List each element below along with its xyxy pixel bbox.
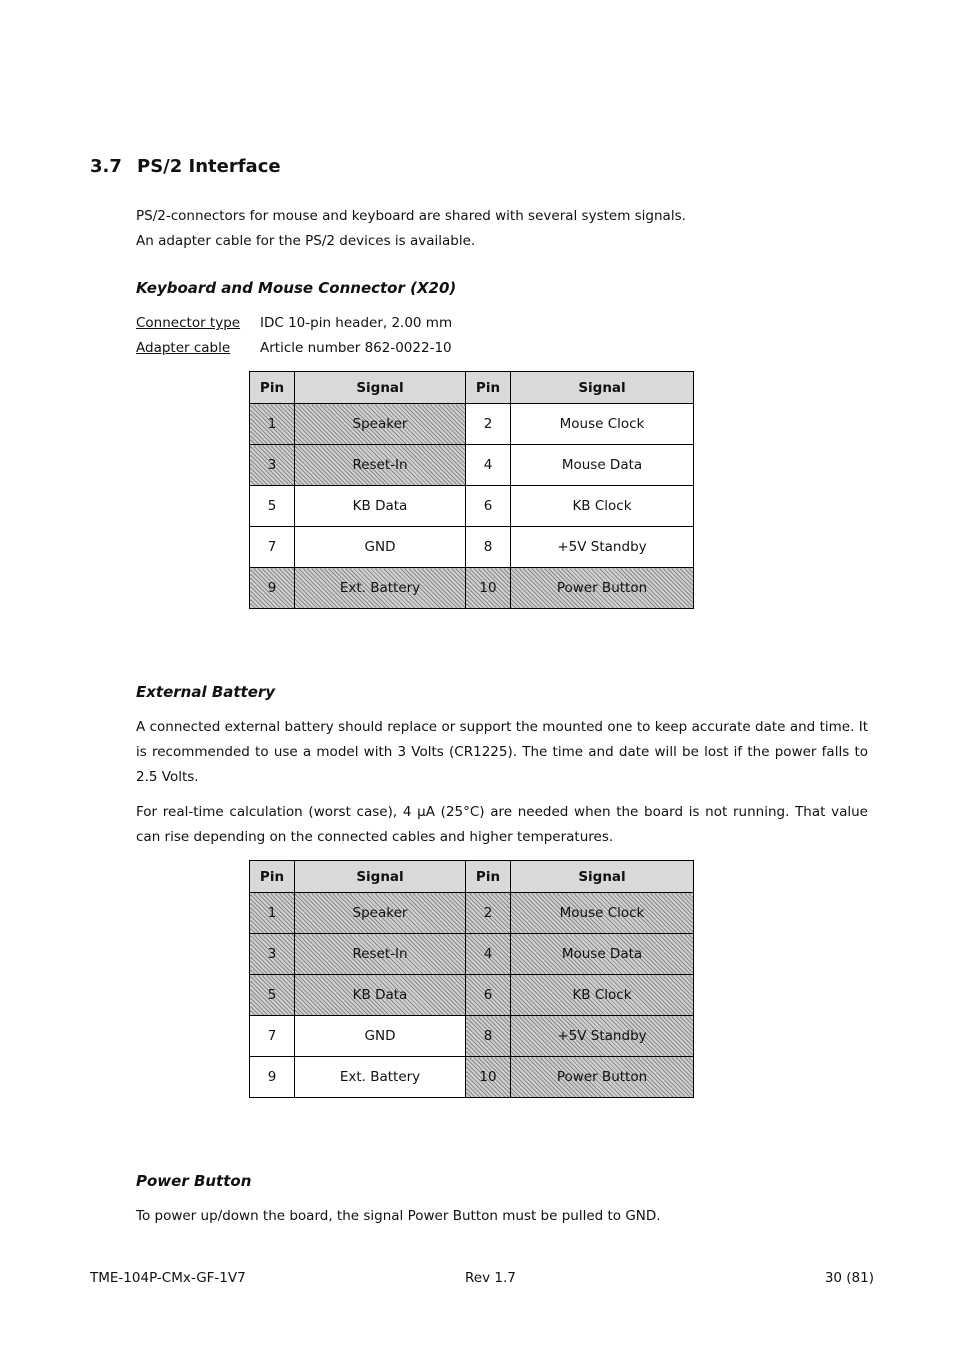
- signal-cell: GND: [295, 527, 466, 568]
- pin-cell: 7: [250, 527, 295, 568]
- pin-cell: 4: [466, 934, 511, 975]
- signal-cell: KB Data: [295, 975, 466, 1016]
- pin-cell: 10: [466, 568, 511, 609]
- signal-cell: KB Clock: [511, 975, 694, 1016]
- pin-cell: 9: [250, 1057, 295, 1098]
- spec-key: Connector type: [136, 315, 241, 331]
- pin-cell: 2: [466, 893, 511, 934]
- pin-cell: 7: [250, 1016, 295, 1057]
- pin-cell: 9: [250, 568, 295, 609]
- header-pin: Pin: [466, 372, 511, 404]
- pin-cell: 4: [466, 445, 511, 486]
- signal-cell: Speaker: [295, 404, 466, 445]
- header-signal: Signal: [295, 372, 466, 404]
- signal-cell: GND: [295, 1016, 466, 1057]
- spec-key: Adapter cable: [136, 340, 231, 356]
- table-row: [250, 1057, 694, 1098]
- signal-cell: Mouse Data: [511, 445, 694, 486]
- signal-cell: +5V Standby: [511, 527, 694, 568]
- section-heading: [90, 156, 281, 177]
- signal-cell: Ext. Battery: [295, 1057, 466, 1098]
- table-row: [250, 975, 694, 1016]
- power-button-text: To power up/down the board, the signal Power Button must be pulled to GND.: [136, 1208, 661, 1224]
- pinout-table-1: [249, 371, 694, 609]
- table-row: [250, 934, 694, 975]
- signal-cell: Ext. Battery: [295, 568, 466, 609]
- pin-cell: 8: [466, 527, 511, 568]
- header-pin: Pin: [466, 861, 511, 893]
- table-row: [250, 893, 694, 934]
- signal-cell: KB Clock: [511, 486, 694, 527]
- signal-cell: KB Data: [295, 486, 466, 527]
- connector-heading: Keyboard and Mouse Connector (X20): [136, 279, 457, 297]
- header-pin: Pin: [250, 372, 295, 404]
- pinout-table-2: [249, 860, 694, 1098]
- header-signal: Signal: [511, 861, 694, 893]
- header-pin: Pin: [250, 861, 295, 893]
- table-row: [250, 445, 694, 486]
- signal-cell: Power Button: [511, 1057, 694, 1098]
- pin-cell: 5: [250, 486, 295, 527]
- header-signal: Signal: [511, 372, 694, 404]
- signal-cell: Speaker: [295, 893, 466, 934]
- table-row: [250, 527, 694, 568]
- table-header-row: [250, 372, 694, 404]
- table-row: [250, 404, 694, 445]
- battery-heading: External Battery: [136, 683, 276, 701]
- table-row: [250, 568, 694, 609]
- pin-cell: 3: [250, 934, 295, 975]
- spec-value: Article number 862-0022-10: [260, 340, 452, 356]
- battery-paragraph-2: For real-time calculation (worst case), 4 µA (25°C) are needed when the board is not running. That value can rise depending on the connected cables and higher temperatures.: [136, 804, 868, 845]
- signal-cell: Reset-In: [295, 445, 466, 486]
- pin-cell: 1: [250, 893, 295, 934]
- table-header-row: [250, 861, 694, 893]
- spec-value: IDC 10-pin header, 2.00 mm: [260, 315, 453, 331]
- signal-cell: Mouse Data: [511, 934, 694, 975]
- footer-page-number: 30 (81): [824, 1270, 874, 1286]
- signal-cell: +5V Standby: [511, 1016, 694, 1057]
- pin-cell: 6: [466, 975, 511, 1016]
- table-row: [250, 486, 694, 527]
- pin-cell: 2: [466, 404, 511, 445]
- intro-line-1: PS/2-connectors for mouse and keyboard are shared with several system signals.: [136, 208, 686, 224]
- signal-cell: Mouse Clock: [511, 893, 694, 934]
- footer-doc-id: TME-104P-CMx-GF-1V7: [90, 1270, 246, 1286]
- power-button-heading: Power Button: [136, 1172, 252, 1190]
- pin-cell: 5: [250, 975, 295, 1016]
- footer-revision: Rev 1.7: [465, 1270, 516, 1286]
- intro-line-2: An adapter cable for the PS/2 devices is available.: [136, 233, 476, 249]
- signal-cell: Mouse Clock: [511, 404, 694, 445]
- signal-cell: Reset-In: [295, 934, 466, 975]
- pin-cell: 3: [250, 445, 295, 486]
- table-row: [250, 1016, 694, 1057]
- section-title: PS/2 Interface: [137, 156, 281, 177]
- pin-cell: 1: [250, 404, 295, 445]
- pin-cell: 6: [466, 486, 511, 527]
- signal-cell: Power Button: [511, 568, 694, 609]
- pin-cell: 8: [466, 1016, 511, 1057]
- section-number: 3.7: [90, 156, 122, 177]
- pin-cell: 10: [466, 1057, 511, 1098]
- header-signal: Signal: [295, 861, 466, 893]
- battery-paragraph-1: A connected external battery should replace or support the mounted one to keep accurate date and time. It is recommended to use a model with 3 Volts (CR1225). The time and date will be lost if the power falls to 2.5 Volts.: [136, 719, 868, 785]
